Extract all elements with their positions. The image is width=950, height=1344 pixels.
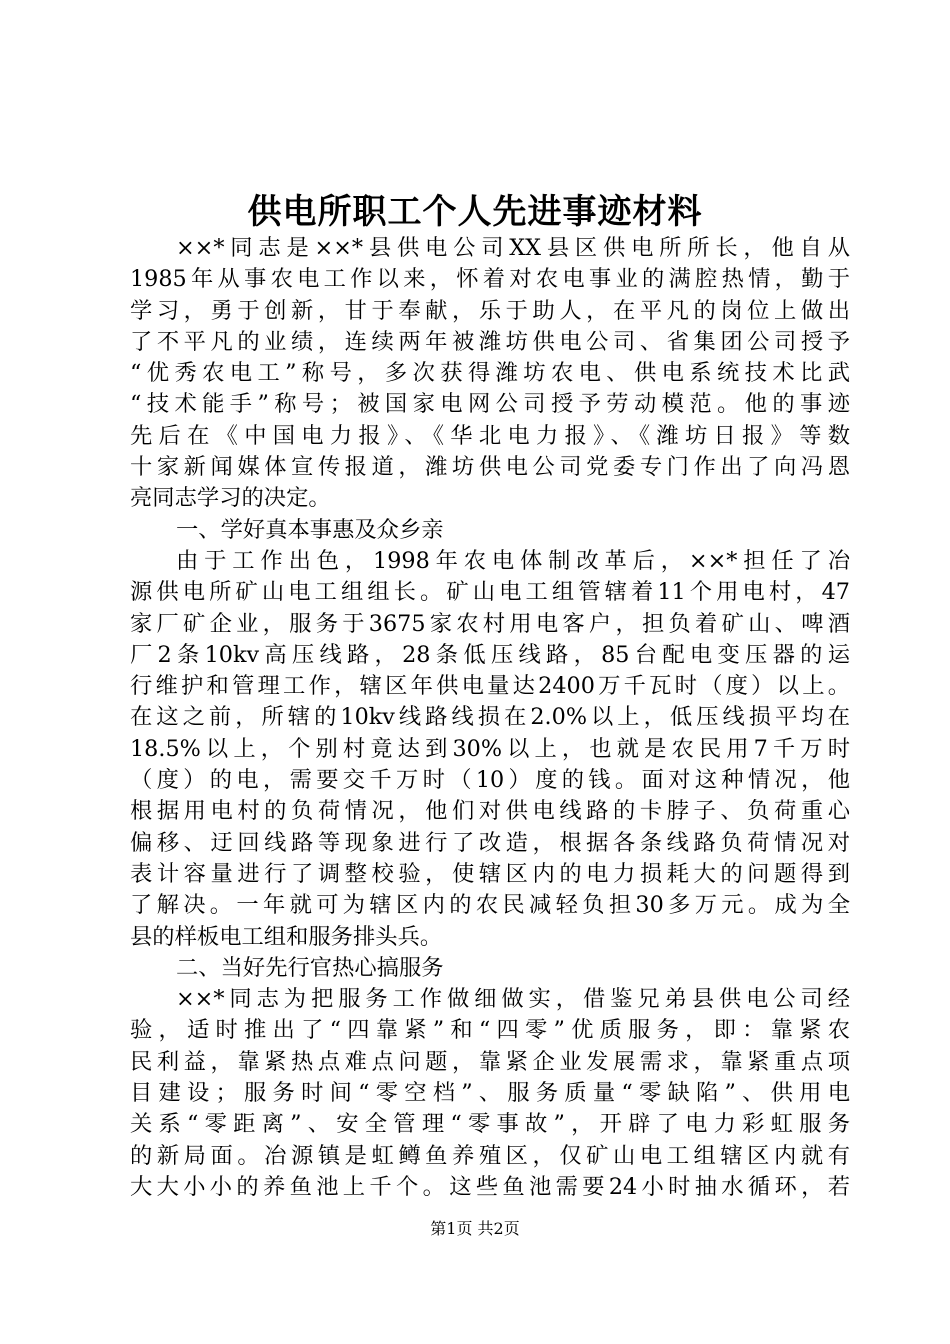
body-line: 偏移、迂回线路等现象进行了改造，根据各条线路负荷情况对 (130, 829, 850, 856)
body-line: 厂2条10kv高压线路，28条低压线路，85台配电变压器的运 (130, 641, 850, 668)
body-line: 学习，勇于创新，甘于奉献，乐于助人，在平凡的岗位上做出 (130, 297, 850, 324)
body-line: “技术能手”称号；被国家电网公司授予劳动模范。他的事迹 (130, 391, 850, 418)
body-line: 在这之前，所辖的10kv线路线损在2.0%以上，低压线损平均在 (130, 704, 850, 731)
body-line: 亮同志学习的决定。 (130, 485, 331, 512)
body-line: 由于工作出色，1998年农电体制改革后，××*担任了冶 (176, 547, 850, 574)
page-footer: 第1页 共2页 (430, 1219, 520, 1238)
body-line: （度）的电，需要交千万时（10）度的钱。面对这种情况，他 (130, 767, 850, 794)
body-line: ××*同志是××*县供电公司XX县区供电所所长，他自从 (176, 235, 850, 261)
body-line: 表计容量进行了调整校验，使辖区内的电力损耗大的问题得到 (130, 860, 850, 887)
body-line: 民利益，靠紧热点难点问题，靠紧企业发展需求，靠紧重点项 (130, 1048, 850, 1075)
body-line: 1985年从事农电工作以来，怀着对农电事业的满腔热情，勤于 (130, 266, 850, 293)
section-heading: 一、学好真本事惠及众乡亲 (176, 516, 444, 543)
body-line: 家厂矿企业，服务于3675家农村用电客户，担负着矿山、啤酒 (130, 610, 850, 637)
body-line: 十家新闻媒体宣传报道，潍坊供电公司党委专门作出了向冯恩 (130, 454, 850, 481)
body-line: 18.5%以上，个别村竟达到30%以上，也就是农民用7千万时 (130, 735, 850, 762)
body-line: 大大小小的养鱼池上千个。这些鱼池需要24小时抽水循环，若 (130, 1173, 850, 1200)
body-line: “优秀农电工”称号，多次获得潍坊农电、供电系统技术比武 (130, 360, 850, 387)
body-line: 关系“零距离”、安全管理“零事故”，开辟了电力彩虹服务 (130, 1111, 850, 1138)
body-line: 县的样板电工组和服务排头兵。 (130, 923, 443, 950)
body-line: 目建设；服务时间“零空档”、服务质量“零缺陷”、供用电 (130, 1080, 850, 1107)
body-line: 了不平凡的业绩，连续两年被潍坊供电公司、省集团公司授予 (130, 328, 850, 355)
document-body (130, 233, 850, 1203)
body-line: 的新局面。冶源镇是虹鳟鱼养殖区，仅矿山电工组辖区内就有 (130, 1142, 850, 1169)
document-title: 供电所职工个人先进事迹材料 (247, 192, 703, 232)
body-line: ××*同志为把服务工作做细做实，借鉴兄弟县供电公司经 (176, 986, 850, 1013)
body-line: 行维护和管理工作，辖区年供电量达2400万千瓦时（度）以上。 (130, 673, 850, 700)
body-line: 先后在《中国电力报》、《华北电力报》、《潍坊日报》等数 (130, 422, 850, 449)
body-line: 源供电所矿山电工组组长。矿山电工组管辖着11个用电村，47 (130, 579, 850, 606)
body-line: 根据用电村的负荷情况，他们对供电线路的卡脖子、负荷重心 (130, 798, 850, 825)
section-heading: 二、当好先行官热心搞服务 (176, 954, 444, 981)
body-line: 验，适时推出了“四靠紧”和“四零”优质服务，即：靠紧农 (130, 1017, 850, 1044)
body-line: 了解决。一年就可为辖区内的农民减轻负担30多万元。成为全 (130, 892, 850, 919)
